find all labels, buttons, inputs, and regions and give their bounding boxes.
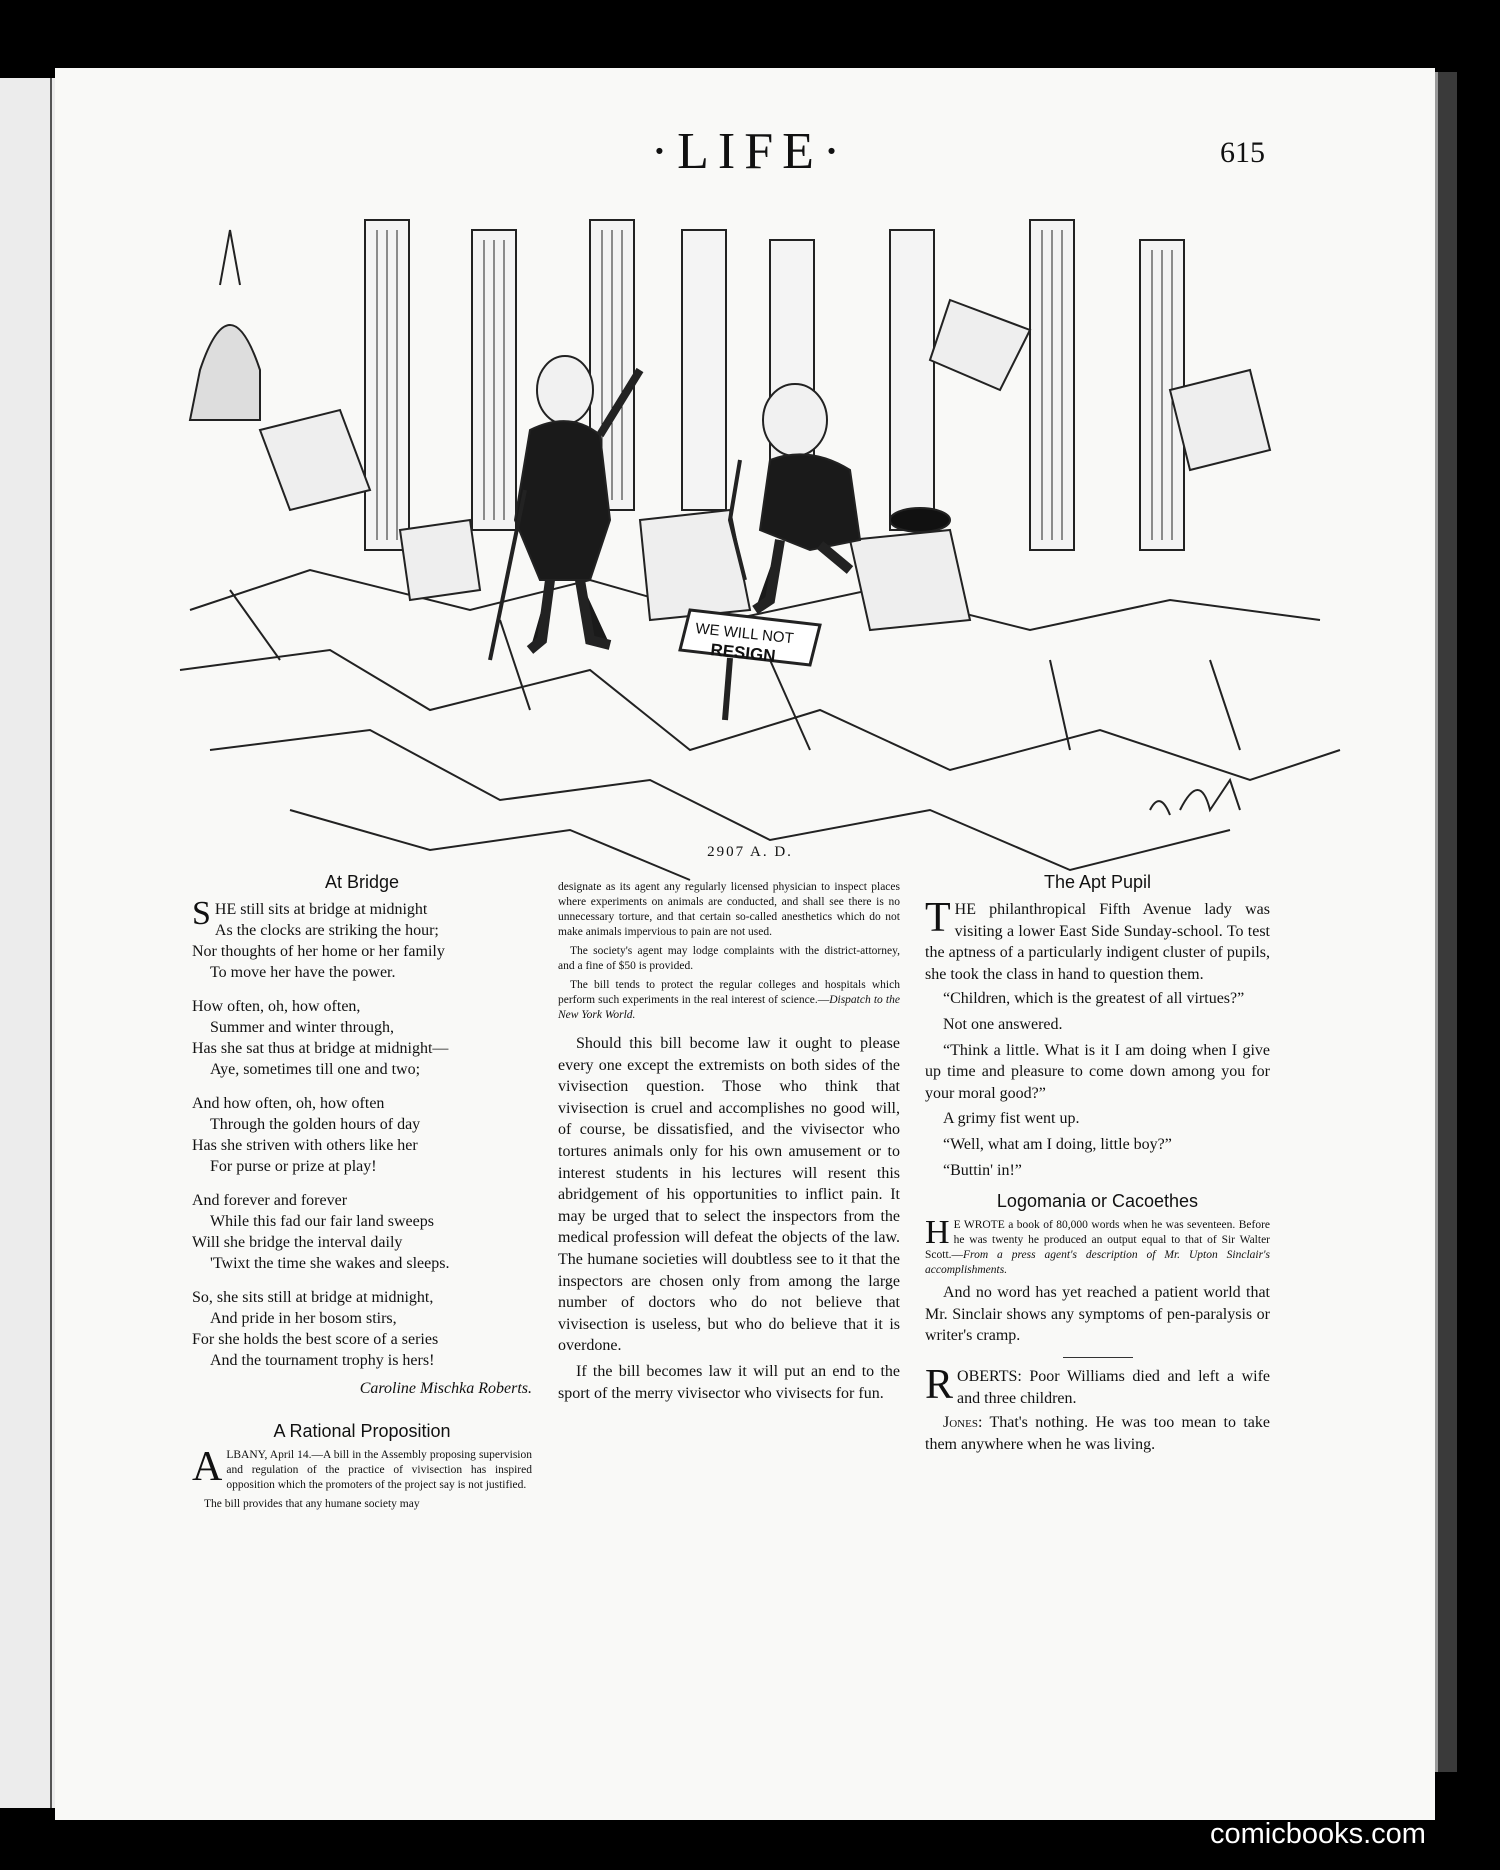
rational-dispatch-p2: The bill provides that any humane society may [204, 1498, 420, 1510]
poem-stanza-1: SHE still sits at bridge at midnight As the clocks are striking the hour; Nor thoughts of her home or her family To move her have the power. [192, 895, 445, 981]
apt-pupil-p6: “Well, what am I doing, little boy?” [943, 1135, 1172, 1153]
rational-proposition-title: A Rational Proposition [273, 1421, 451, 1441]
apt-pupil-title: The Apt Pupil [1043, 872, 1152, 892]
dispatch-source: Dispatch to the New York World. [558, 994, 900, 1021]
apt-pupil-p7: “Buttin' in!” [943, 1161, 1022, 1179]
poem-stanza-5: So, she sits still at bridge at midnight, And pride in her bosom stirs, For she holds the best score of a series And the tournament trophy is hers! [192, 1289, 439, 1369]
drop-cap-a: A [192, 1444, 223, 1490]
logomania-source: From a press agent's description of Mr. Upton Sinclair's accomplishments. [925, 1249, 1270, 1277]
at-bridge-title: At Bridge [324, 872, 400, 892]
sign-text-line2: RESIGN [709, 640, 777, 666]
left-page-edge [0, 78, 60, 1808]
apt-pupil-p5: A grimy fist went up. [943, 1110, 1080, 1128]
watermark-text: comicbooks.com [1210, 1818, 1426, 1850]
logomania-quote: H E WROTE a book of 80,000 words when he was seventeen. Before he was twenty he produced an output equal to that of Sir Walter Scott.—From a press agent's description of Mr. Upton Sinclair's accomplishments. [925, 1214, 1270, 1277]
roberts-line: ROBERTS: Poor Williams died and left a wife and three children. [925, 1361, 1270, 1408]
drop-cap-s: S [192, 895, 211, 932]
apt-pupil-p2: “Children, which is the greatest of all virtues?” [943, 990, 1245, 1008]
drop-cap-h: H [925, 1214, 950, 1252]
poem-stanza-4: And forever and forever While this fad our fair land sweeps Will she bridge the interval daily 'Twixt the time she wakes and sleeps. [192, 1192, 450, 1272]
rational-comment-p2: If the bill becomes law it will put an end to the sport of the merry vivisector who vivisects for fun. [558, 1362, 900, 1402]
cartoon-caption: 2907 A. D. [707, 844, 793, 860]
apt-pupil-p4: “Think a little. What is it I am doing when I give up time and pleasure to come down among you for your moral good?” [925, 1041, 1270, 1102]
right-page-edge [1435, 72, 1457, 1772]
rational-dispatch-p5: The bill tends to protect the regular colleges and hospitals which perform such experiments in the real interest of science.—Dispatch to the New York World. [558, 979, 900, 1021]
column-left [192, 872, 532, 1516]
section-divider [1063, 1357, 1133, 1358]
masthead: ·LIFE· [650, 123, 850, 180]
drop-cap-r: R [925, 1361, 954, 1408]
rational-dispatch-p1: ALBANY, April 14.—A bill in the Assembly proposing supervision and regulation of the practice of vivisection has inspired opposition which the promoters of the project say is not justified. [192, 1444, 532, 1491]
rational-comment-p1: Should this bill become law it ought to please every one except the extremists on both sides of the vivisection question. Those who think that vivisection is cruel and accomplishes no good will, of course, be dissatisfied, and the vivisector who tortures animals only for his own amusement or to interest students in his lectures will resent this abridgement of his opportunities to inflict pain. It may be urged that to select the inspectors from the medical profession will defeat the objects of the law. The humane societies will doubtless see to it that the inspectors are chosen only from among the large number of doctors who do not believe that vivisection is useless, but who do believe that it is overdone. [558, 1035, 900, 1355]
logomania-comment: And no word has yet reached a patient world that Mr. Sinclair shows any symptoms of pen-paralysis or writer's cramp. [925, 1284, 1270, 1345]
column-right [925, 872, 1270, 1459]
poem-author: Caroline Mischka Roberts. [359, 1380, 532, 1397]
drop-cap-t: T [925, 895, 951, 941]
cartoon-illustration [170, 190, 1360, 890]
poem-stanza-2: How often, oh, how often, Summer and winter through, Has she sat thus at bridge at midnight— Aye, sometimes till one and two; [192, 998, 449, 1078]
column-middle [558, 880, 900, 1408]
poem-stanza-3: And how often, oh, how often Through the golden hours of day Has she striven with others like her For purse or prize at play! [192, 1095, 421, 1175]
sign-text-line1: WE WILL NOT [694, 620, 795, 648]
logomania-title: Logomania or Cacoethes [996, 1191, 1199, 1212]
jones-line: Jones: That's nothing. He was too mean to take them anywhere when he was living. [925, 1414, 1270, 1453]
rational-dispatch-p4: The society's agent may lodge complaints with the district-attorney, and a fine of $50 is provided. [558, 945, 900, 972]
apt-pupil-p1: THE philanthropical Fifth Avenue lady was visiting a lower East Side Sunday-school. To test the aptness of a particularly indigent cluster of pupils, she took the class in hand to question them. [925, 895, 1270, 983]
apt-pupil-p3: Not one answered. [943, 1015, 1063, 1033]
page-number: 615 [1220, 136, 1265, 169]
artist-signature [1150, 780, 1240, 815]
rational-dispatch-p3: designate as its agent any regularly licensed physician to inspect places where experiments on animals are conducted, and shall see there is no unnecessary torture, and that certain so-called anesthetics which do not make animals impervious to pain are not used. [558, 881, 900, 938]
